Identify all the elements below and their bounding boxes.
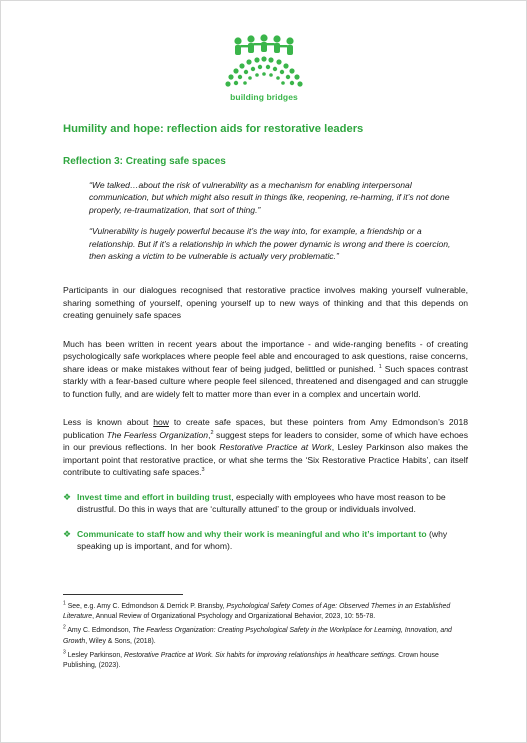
bullet-text: (why speaking up is important, and for whom). [77, 528, 448, 552]
bullet-text: , especially with employees who have most reason to be distrustful. Do this in ways that are ‘culturally attuned’ to the group or individuals involved. [77, 491, 446, 515]
footnote-text-end: Crown house Publishing, (2023). [63, 651, 439, 670]
bullet-emphasis: Invest time and effort in building trust [77, 491, 232, 502]
building-bridges-logo [214, 34, 314, 104]
footnote-title: Psychological Safety Comes of Age: Observed Themes in an Established Literature [63, 603, 451, 621]
quote-1: “We talked…about the risk of vulnerability as a mechanism for enabling interpersonal communication, but which might also result in things like, reopening, re-harming, if it’s not done properly, re-traumatization, that sort of thing.” [89, 180, 450, 215]
footnote-divider [63, 594, 183, 595]
footnote-text-end: , Wiley & Sons, (2018). [85, 637, 156, 645]
footnote-number: 1 [63, 600, 66, 607]
footnote-ref-3[interactable]: 3 [201, 467, 205, 474]
logo-text: building bridges [230, 92, 298, 102]
paragraph-2-text: Much has been written in recent years about the importance - and wide-ranging benefits - of creating psychologically safe workplaces where people feel able and encouraged to ask questions, raise concerns, share ideas or make mistakes without fear of being judged, belittled or punished. [63, 338, 468, 374]
underlined-how: how [153, 417, 169, 428]
paragraph-3 [63, 416, 468, 479]
footnote-1 [63, 602, 468, 622]
page-title: Humility and hope: reflection aids for restorative leaders [63, 123, 364, 135]
footnote-text: See, e.g. Amy C. Edmondson & Derrick P. Bransby, [65, 603, 227, 610]
footnote-number: 3 [63, 649, 66, 656]
footnote-title: The Fearless Organization: Creating Psychological Safety in the Workplace for Learning, Innovation, and Growth [63, 627, 452, 645]
footnote-text-end: , Annual Review of Organizational Psychology and Organizational Behavior, 2023, 10: 55-78. [92, 613, 376, 621]
paragraph-3-text-e: , Lesley Parkinson also makes the important point that restorative practice, or what she terms the ‘Six Restorative Practice Habits’, can itself contribute to cultivating safe spaces. [63, 442, 469, 478]
paragraph-3-text: Less is known about [63, 417, 154, 428]
section-title: Reflection 3: Creating safe spaces [63, 156, 226, 167]
paragraph-1: Participants in our dialogues recognised that restorative practice involves making yourself vulnerable, sharing something of yourself, opening yourself up to new ways of thinking and that this depends on creating genuinely safe spaces [63, 285, 468, 321]
quote-2: “Vulnerability is hugely powerful because it’s the way into, for example, a friendship or a relationship. But if it’s a relationship in which the power dynamic is wrong and there is coercion, then asking a victim to be vulnerable is actually very problematic.” [89, 226, 451, 262]
paragraph-2 [63, 338, 468, 401]
footnote-text: Amy C. Edmondson, [65, 627, 133, 635]
bullet-item [63, 528, 468, 553]
footnote-2 [63, 626, 468, 646]
footnote-number: 2 [63, 625, 66, 632]
footnotes [63, 602, 468, 675]
main-content [63, 122, 468, 553]
bullet-emphasis: Communicate to staff how and why their work is meaningful and who it’s important to [77, 528, 427, 539]
logo-people-icon [214, 34, 314, 92]
diamond-bullet-icon: ❖ [63, 528, 72, 539]
diamond-bullet-icon: ❖ [63, 491, 72, 502]
paragraph-3-comma: , [208, 429, 211, 440]
bullet-item [63, 491, 468, 516]
book-title-fearless-organization: The Fearless Organization [106, 429, 209, 440]
footnote-ref-1[interactable]: 1 [378, 364, 382, 371]
footnote-3 [63, 651, 468, 671]
footnote-title: Restorative Practice at Work. Six habits for improving relationships in healthcare settings. [124, 651, 397, 659]
paragraph-2-text-cont: Such spaces contrast starkly with a fear-based culture where people feel silenced, threatened and disengaged and can struggle to function fully, and are widely felt to matter more than ever in a complex and uncertain world. [63, 363, 468, 399]
footnote-text: Lesley Parkinson, [65, 651, 124, 659]
paragraph-3-text-d: suggest steps for leaders to consider, some of which have echoes in our previous reflections. In her book [63, 429, 468, 453]
paragraph-3-text-b: to create safe spaces, but these pointers from Amy Edmondson’s 2018 publication [63, 417, 468, 440]
footnote-ref-2[interactable]: 2 [210, 430, 214, 437]
book-title-restorative-practice: Restorative Practice at Work [219, 442, 332, 453]
